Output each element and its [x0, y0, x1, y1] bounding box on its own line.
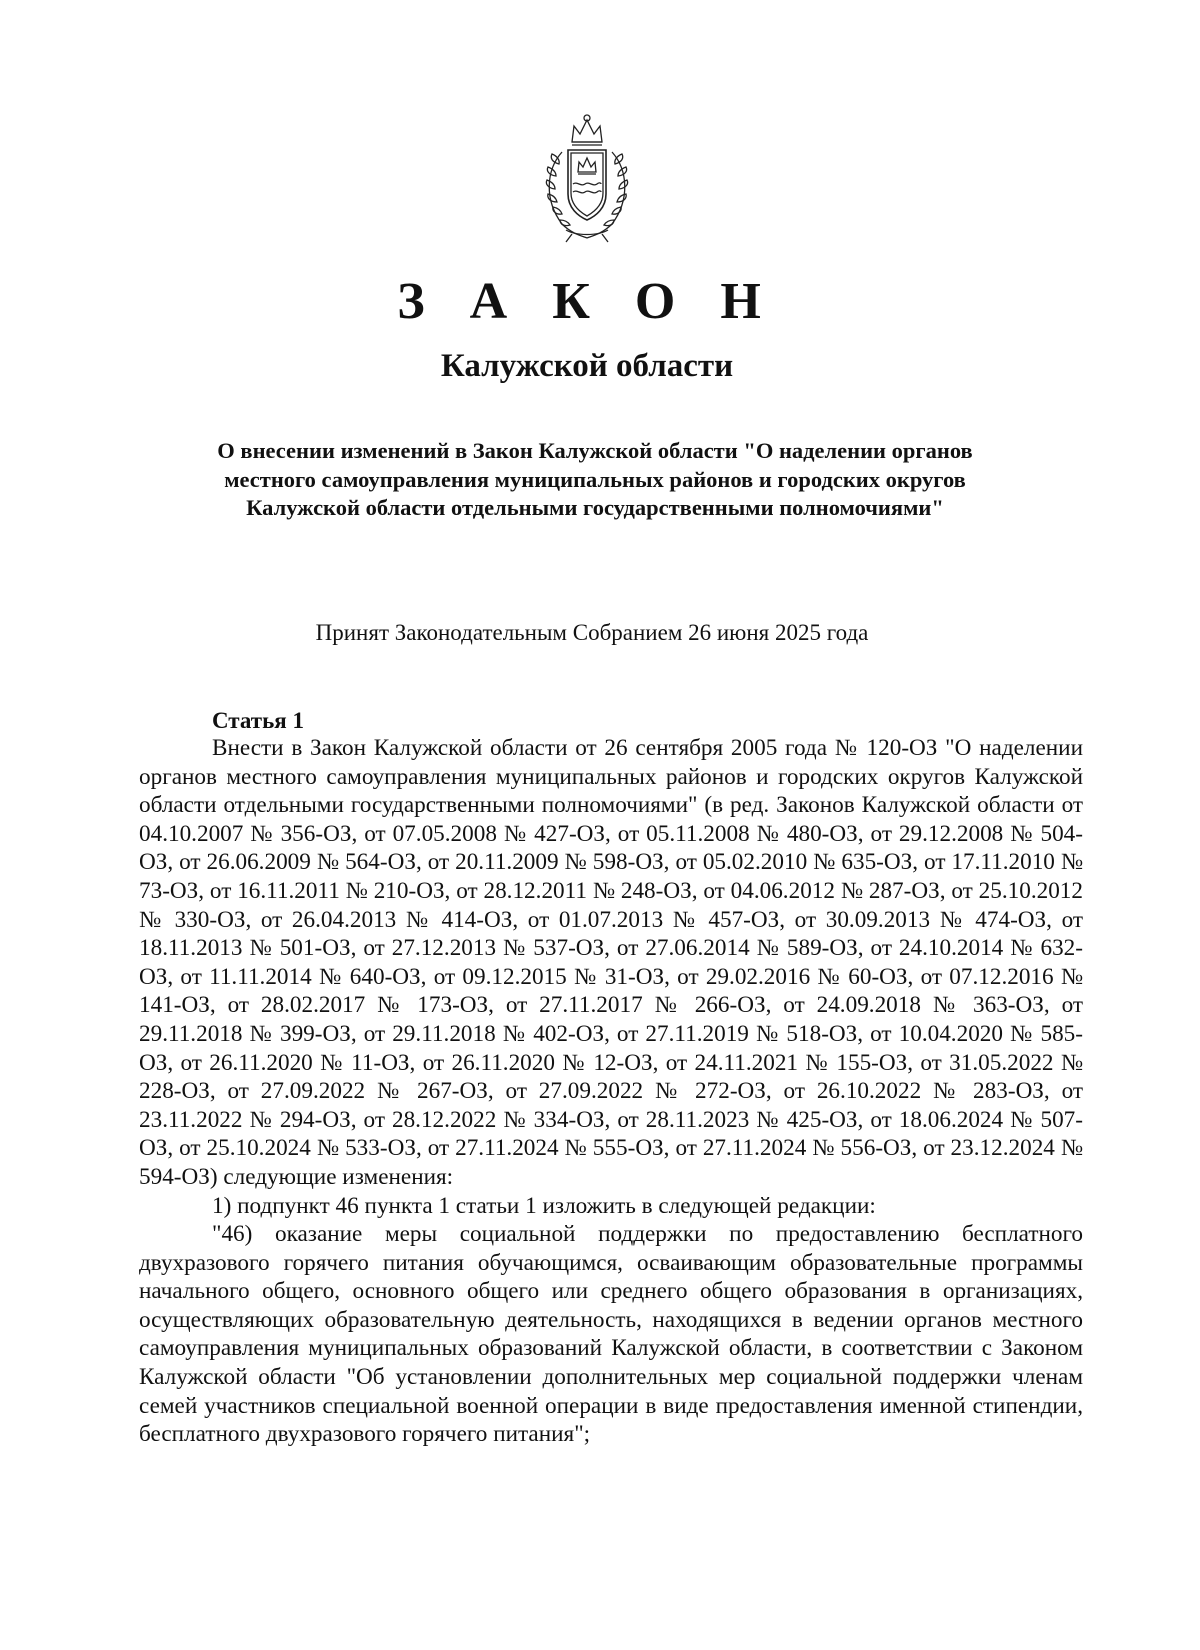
document-region: Калужской области — [440, 348, 734, 384]
law-title: О внесении изменений в Закон Калужской области "О наделении органов местного самоуправления муниципальных районов и городских округов Калужской области отдельными государственными полномочиями" — [217, 438, 973, 520]
article-paragraph: Внести в Закон Калужской области от 26 сентября 2005 года № 120-ОЗ "О наделении органов местного самоуправления муниципальных районов и городских округов Калужской области отдельными государственными полномочиями" (в ред. Законов Калужской области от 04.10.2007 № 356-ОЗ, от 07.05.2008 № 427-ОЗ, от 05.11.2008 № 480-ОЗ, от 29.12.2008 № 504-ОЗ, от 26.06.2009 № 564-ОЗ, от 20.11.2009 № 598-ОЗ, от 05.02.2010 № 635-ОЗ, от 17.11.2010 № 73-ОЗ, от 16.11.2011 № 210-ОЗ, от 28.12.2011 № 248-ОЗ, от 04.06.2012 № 287-ОЗ, от 25.10.2012 № 330-ОЗ, от 26.04.2013 № 414-ОЗ, от 01.07.2013 № 457-ОЗ, от 30.09.2013 № 474-ОЗ, от 18.11.2013 № 501-ОЗ, от 27.12.2013 № 537-ОЗ, от 27.06.2014 № 589-ОЗ, от 24.10.2014 № 632-ОЗ, от 11.11.2014 № 640-ОЗ, от 09.12.2015 № 31-ОЗ, от 29.02.2016 № 60-ОЗ, от 07.12.2016 № 141-ОЗ, от 28.02.2017 № 173-ОЗ, от 27.11.2017 № 266-ОЗ, от 24.09.2018 № 363-ОЗ, от 29.11.2018 № 399-ОЗ, от 29.11.2018 № 402-ОЗ, от 27.11.2019 № 518-ОЗ, от 10.04.2020 № 585-ОЗ, от 26.11.2020 № 11-ОЗ, от 26.11.2020 № 12-ОЗ, от 24.11.2021 № 155-ОЗ, от 31.05.2022 № 228-ОЗ, от 27.09.2022 № 267-ОЗ, от 27.09.2022 № 272-ОЗ, от 26.10.2022 № 283-ОЗ, от 23.11.2022 № 294-ОЗ, от 28.12.2022 № 334-ОЗ, от 28.11.2023 № 425-ОЗ, от 18.06.2024 № 507-ОЗ, от 25.10.2024 № 533-ОЗ, от 27.11.2024 № 555-ОЗ, от 27.11.2024 № 556-ОЗ, от 23.12.2024 № 594-ОЗ) следующие изменения: — [139, 735, 1083, 1190]
document-title: З А К О Н — [397, 273, 777, 330]
article-body — [139, 734, 1083, 1449]
article-paragraph: 1) подпункт 46 пункта 1 статьи 1 изложить в следующей редакции: — [212, 1192, 876, 1219]
article-paragraph: "46) оказание меры социальной поддержки по предоставлению бесплатного двухразового горячего питания обучающимся, осваивающим образовательные программы начального общего, основного общего или среднего общего образования в организациях, осуществляющих образовательную деятельность, находящихся в ведении органов местного самоуправления муниципальных образований Калужской области, в соответствии с Законом Калужской области "Об установлении дополнительных мер социальной поддержки членам семей участников специальной военной операции в виде предоставления именной стипендии, бесплатного двухразового горячего питания"; — [139, 1221, 1083, 1448]
coat-of-arms-icon — [532, 112, 642, 244]
adoption-note: Принят Законодательным Собранием 26 июня 2025 года — [315, 620, 869, 645]
article-heading: Статья 1 — [212, 708, 304, 733]
